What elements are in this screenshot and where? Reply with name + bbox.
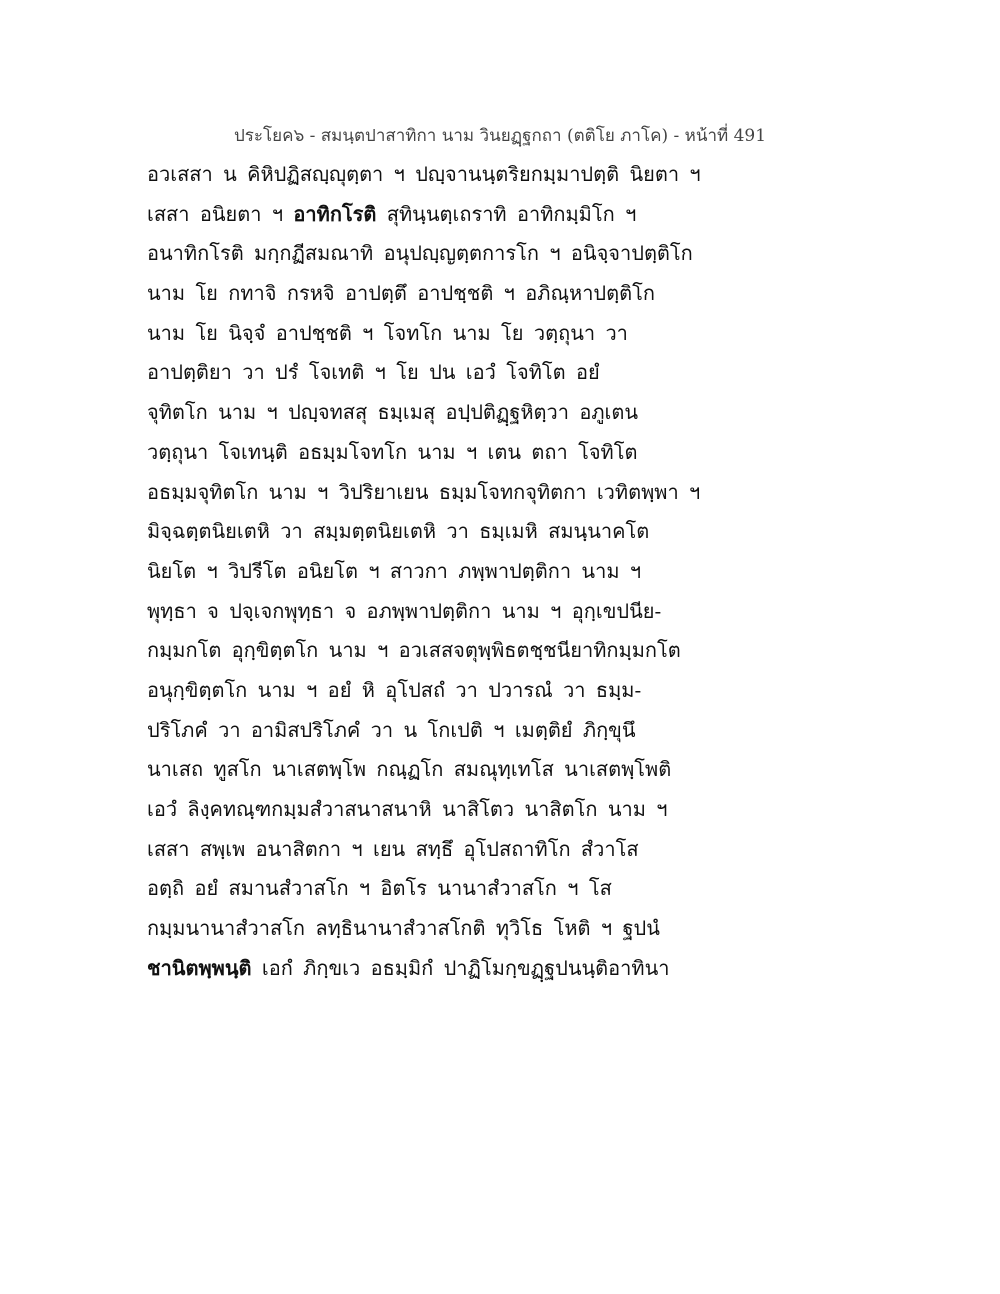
bold-term: ชานิตพฺพนฺติ [147, 955, 252, 980]
text-line: วตฺถุนา โจเทนฺติ อธมฺมโจทโก นาม ฯ เตน ตถา โจทิโต [147, 439, 638, 464]
text-segment: เอกํ ภิกฺขเว อธมฺมิกํ ปาฏิโมกฺขฏฺฐปนนฺติอาทินา [261, 955, 670, 980]
text-line: เสสา สพฺเพ อนาสิตกา ฯ เยน สทฺธึ อุโปสถาทิโก สํวาโส [147, 836, 639, 861]
running-header: ประโยค๖ - สมนฺตปาสาทิกา นาม วินยฏฺฐกถา (ตติโย ภาโค) - หน้าที่ 491 [233, 126, 767, 146]
text-line: กมฺมกโต อุกฺขิตฺตโก นาม ฯ อวเสสจตุพฺพิธตชฺชนียาทิกมฺมกโต [147, 638, 681, 663]
text-line: กมฺมนานาสํวาสโก ลทฺธินานาสํวาสโกติ ทุวิโธ โหติ ฯ ฐปนํ [147, 916, 660, 941]
text-line: อตฺถิ อยํ สมานสํวาสโก ฯ อิตโร นานาสํวาสโก ฯ โส [147, 876, 612, 901]
text-segment: เสสา อนิยตา ฯ [147, 201, 284, 226]
bold-term: อาทิกโรติ [293, 201, 377, 226]
text-line: อาปตฺติยา วา ปรํ โจเทติ ฯ โย ปน เอวํ โจทิโต อยํ [147, 360, 600, 385]
text-line: มิจฺฉตฺตนิยเตหิ วา สมฺมตฺตนิยเตหิ วา ธมฺเมหิ สมนฺนาคโต [147, 519, 650, 544]
text-segment: สุทินฺนตฺเถราทิ อาทิกมฺมิโก ฯ [386, 201, 637, 226]
text-line: อนาทิกโรติ มกฺกฏีสมณาทิ อนุปญฺญตฺตการโก ฯ อนิจฺจาปตฺติโก [147, 241, 693, 266]
text-line: นาม โย นิจฺจํ อาปชฺชติ ฯ โจทโก นาม โย วตฺถุนา วา [147, 320, 628, 345]
body-text [147, 155, 847, 988]
text-line: นาม โย กทาจิ กรหจิ อาปตฺตึ อาปชฺชติ ฯ อภิณฺหาปตฺติโก [147, 281, 655, 306]
text-line: พุทฺธา จ ปจฺเจกพุทฺธา จ อภพฺพาปตฺติกา นาม ฯ อุกฺเขปนีย- [147, 598, 662, 623]
text-line: จุทิตโก นาม ฯ ปญฺจทสสุ ธมฺเมสุ อปฺปติฏฺฐหิตฺวา อภูเตน [147, 400, 639, 425]
text-line: เอวํ ลิงฺคทณฺฑกมฺมสํวาสนาสนาหิ นาสิโตว นาสิตโก นาม ฯ [147, 797, 668, 821]
text-line [147, 195, 847, 235]
text-line: อวเสสา น คิหิปฏิสญฺญุตฺตา ฯ ปญฺจานนฺตริยกมฺมาปตฺติ นิยตา ฯ [147, 162, 701, 186]
text-line: อธมฺมจุทิตโก นาม ฯ วิปริยาเยน ธมฺมโจทกจุทิตกา เวทิตพฺพา ฯ [147, 479, 701, 504]
text-line [147, 949, 847, 989]
text-line: อนุกฺขิตฺตโก นาม ฯ อยํ หิ อุโปสถํ วา ปวารณํ วา ธมฺม- [147, 677, 642, 702]
text-line: นาเสถ ทูสโก นาเสตพฺโพ กณฺฏโก สมณุทฺเทโส นาเสตพฺโพติ [147, 757, 672, 782]
text-line: นิยโต ฯ วิปรีโต อนิยโต ฯ สาวกา ภพฺพาปตฺติกา นาม ฯ [147, 558, 642, 583]
text-line: ปริโภคํ วา อามิสปริโภคํ วา น โกเปติ ฯ เมตฺติยํ ภิกฺขุนึ [147, 717, 636, 742]
